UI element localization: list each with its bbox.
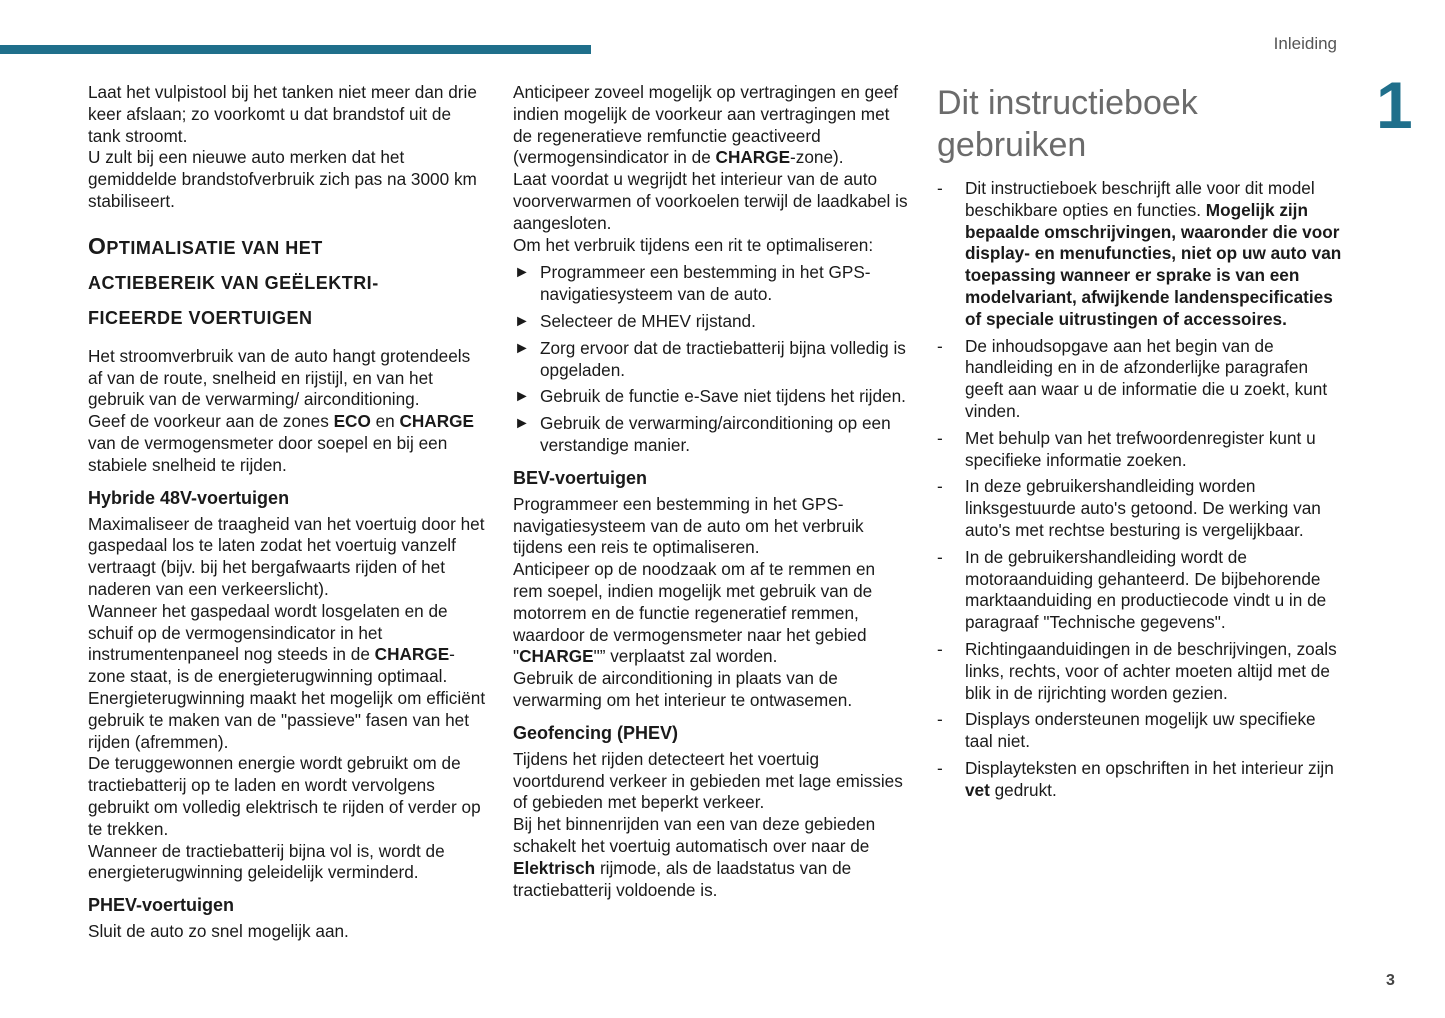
text-run: -zone). (790, 147, 844, 168)
anticipate-paragraph (513, 82, 908, 169)
arrow-icon: ► (514, 264, 530, 282)
dash-icon: - (937, 546, 943, 567)
list-item (937, 709, 1345, 753)
list-item-text: Selecteer de MHEV rijstand. (540, 310, 756, 331)
heading-line3: FICEERDE VOERTUIGEN (88, 307, 313, 328)
subheading-hybrid: Hybride 48V-voertuigen (88, 487, 290, 508)
bold-eco: ECO (333, 411, 371, 432)
list-item (513, 413, 908, 457)
list-item (513, 311, 908, 333)
bold-charge: CHARGE (399, 411, 474, 432)
hybrid-paragraph-4: De teruggewonnen energie wordt gebruikt om de tractiebatterij op te laden en wordt vervolgens gebruikt om volledig elektrisch te rijden of verder op te trekken. (88, 753, 481, 839)
chapter-number: 1 (1376, 68, 1413, 142)
list-item (513, 386, 908, 408)
zones-paragraph (88, 411, 488, 476)
tips-list (513, 262, 908, 456)
subheading-bev: BEV-voertuigen (513, 467, 648, 488)
usage-list (937, 178, 1345, 802)
text-run: en (370, 411, 400, 432)
intro-paragraph-1: Laat het vulpistool bij het tanken niet meer dan drie keer afslaan; zo voorkomt u dat brandstof uit de tank stroomt. (88, 82, 477, 146)
list-item (937, 428, 1345, 472)
consumption-paragraph: Het stroomverbruik van de auto hangt grotendeels af van de route, snelheid en rijstijl, en van het gebruik van de verwarming/ airconditioning. (88, 345, 471, 410)
preheat-paragraph: Laat voordat u wegrijdt het interieur van de auto voorverwarmen of voorkoelen terwijl de laadkabel is aangesloten. (513, 169, 908, 233)
text-run: gedrukt. (989, 779, 1057, 800)
page-number: 3 (1386, 972, 1395, 989)
header-accent-bar (0, 45, 591, 54)
dash-icon: - (937, 178, 943, 198)
column-left (88, 82, 488, 943)
list-item-text: Met behulp van het trefwoordenregister kunt u specifieke informatie zoeken. (965, 427, 1316, 470)
list-item (937, 476, 1345, 541)
text-run: Displayteksten en opschriften in het interieur zijn (965, 757, 1334, 778)
dash-icon: - (937, 757, 943, 778)
bev-paragraph-3: Gebruik de airconditioning in plaats van de verwarming om het interieur te ontwasemen. (513, 668, 853, 710)
list-item (937, 178, 1345, 331)
list-item-text: Programmeer een bestemming in het GPS-navigatiesysteem van de auto. (540, 262, 871, 305)
phev-paragraph: Sluit de auto zo snel mogelijk aan. (88, 921, 349, 942)
text-run: "” verplaatst zal worden. (593, 646, 778, 667)
bold-charge: CHARGE (519, 646, 594, 667)
text-run: Anticipeer zoveel mogelijk op vertragingen en geef indien mogelijk de voorkeur aan vertragingen met de regeneratieve remfunctie geactiveerd (vermogensindicator in de (513, 82, 899, 168)
column-middle (513, 82, 908, 901)
bev-paragraph-1: Programmeer een bestemming in het GPS-navigatiesysteem van de auto om het verbruik tijdens een reis te optimaliseren. (513, 493, 864, 558)
list-item-text: In deze gebruikershandleiding worden linksgestuurde auto's getoond. De werking van auto's met rechtse besturing is vergelijkbaar. (965, 476, 1321, 540)
dash-icon: - (937, 427, 943, 448)
arrow-icon: ► (514, 312, 530, 330)
list-item (937, 639, 1345, 704)
heading-line2: ACTIEBEREIK VAN GEËLEKTRI- (88, 272, 379, 293)
list-item-text: Gebruik de verwarming/airconditioning op een verstandige manier. (540, 413, 891, 455)
subheading-phev: PHEV-voertuigen (88, 895, 235, 916)
bev-paragraph-2 (513, 559, 908, 668)
optimize-intro: Om het verbruik tijdens een rit te optimaliseren: (513, 234, 874, 255)
dash-icon: - (937, 638, 943, 659)
hybrid-paragraph-2 (88, 601, 488, 688)
arrow-icon: ► (514, 388, 530, 406)
list-item (937, 336, 1345, 423)
text-run: Bij het binnenrijden van een van deze gebieden schakelt het voertuig automatisch over naar de (513, 814, 876, 856)
section-heading-optimalisatie (88, 229, 488, 336)
text-run: -zone staat, is de energieterugwinning optimaal. (88, 644, 455, 687)
text-run: van de vermogensmeter door soepel en bij een stabiele snelheid te rijden. (88, 432, 448, 475)
geofencing-paragraph-2 (513, 814, 908, 901)
geofencing-paragraph-1: Tijdens het rijden detecteert het voertuig voortdurend verkeer in gebieden met lage emissies of gebieden met beperkt verkeer. (513, 748, 903, 813)
bold-charge: CHARGE (374, 644, 450, 665)
page-title-line1: Dit instructieboek (937, 84, 1198, 122)
list-item (937, 547, 1345, 634)
list-item-text: Gebruik de functie e-Save niet tijdens het rijden. (540, 386, 906, 407)
list-item-text: Zorg ervoor dat de tractiebatterij bijna volledig is opgeladen. (540, 337, 906, 380)
list-item-text: In de gebruikershandleiding wordt de motoraanduiding gehanteerd. De bijbehorende marktaanduiding en productiecode vindt u in de paragraaf "Technische gegevens". (965, 546, 1327, 633)
page-title-line2: gebruiken (937, 126, 1087, 164)
list-item-text: Displays ondersteunen mogelijk uw specifieke taal niet. (965, 709, 1316, 752)
hybrid-paragraph-1: Maximaliseer de traagheid van het voertuig door het gaspedaal los te laten zodat het voertuig vanzelf vertraagt (bijv. bij het bergafwaarts rijden of het naderen van een verkeerslicht). (88, 513, 485, 599)
subheading-geofencing: Geofencing (PHEV) (513, 722, 679, 743)
list-item (513, 338, 908, 382)
dash-icon: - (937, 709, 943, 730)
list-item-text: Richtingaanduidingen in de beschrijvingen, zoals links, rechts, voor of achter moeten altijd met de blik in de rijrichting worden gezien. (965, 638, 1337, 703)
dash-icon: - (937, 335, 943, 356)
arrow-icon: ► (514, 339, 530, 357)
text-run: Wanneer het gaspedaal wordt losgelaten en de schuif op de vermogensindicator in het instrumentenpaneel nog steeds in de (88, 600, 448, 665)
arrow-icon: ► (514, 415, 530, 433)
heading-line1-rest: PTIMALISATIE VAN HET (106, 237, 323, 258)
list-item (937, 758, 1345, 802)
intro-paragraph-2: U zult bij een nieuwe auto merken dat het gemiddelde brandstofverbruik zich pas na 3000 km stabiliseert. (88, 147, 477, 211)
text-run: Anticipeer op de noodzaak om af te remmen en rem soepel, indien mogelijk met gebruik van de motorrem en de functie regeneratief remmen, waardoor de vermogensmeter naar het gebied " (513, 559, 876, 667)
hybrid-paragraph-3: Energieterugwinning maakt het mogelijk om efficiënt gebruik te maken van de "passieve" fasen van het rijden (afremmen). (88, 687, 486, 752)
text-run: Dit instructieboek beschrijft alle voor dit model beschikbare opties en functies. (965, 178, 1315, 220)
list-item-text: De inhoudsopgave aan het begin van de handleiding en in de afzonderlijke paragrafen geeft aan waar u de informatie die u zoekt, kunt vinden. (965, 335, 1328, 421)
bold-vet: vet (965, 779, 990, 800)
dash-icon: - (937, 476, 943, 497)
bold-elektrisch: Elektrisch (513, 857, 596, 878)
text-run: rijmode, als de laadstatus van de tractiebatterij voldoende is. (513, 857, 852, 900)
bold-charge: CHARGE (715, 147, 791, 168)
bold-text: Mogelijk zijn bepaalde omschrijvingen, waaronder die voor display- en menufuncties, niet op uw auto van toepassing wanneer er sprake is van een modelvariant, afwijkende landenspecificaties of speciale uitrustingen of accessoires. (965, 199, 1342, 329)
heading-line1-cap: O (88, 232, 107, 259)
text-run: Geef de voorkeur aan de zones (88, 411, 334, 432)
column-right (937, 82, 1345, 807)
section-label: Inleiding (1273, 34, 1337, 53)
list-item (513, 262, 908, 306)
page-title (937, 82, 1345, 166)
hybrid-paragraph-5: Wanneer de tractiebatterij bijna vol is, wordt de energieterugwinning geleidelijk verminderd. (88, 840, 445, 883)
